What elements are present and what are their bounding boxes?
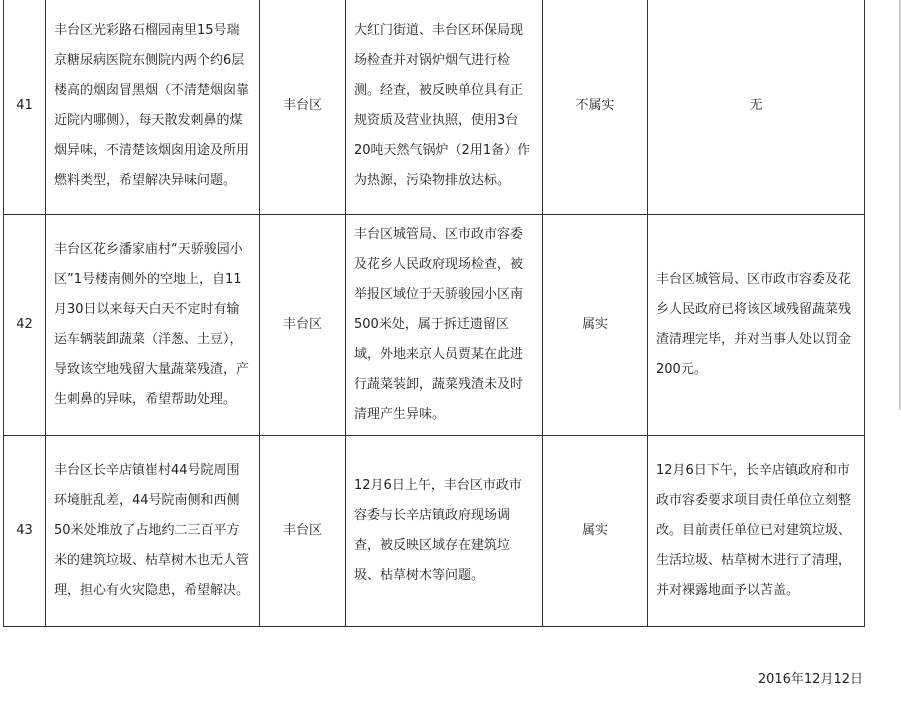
table-row: [4, 436, 865, 627]
investigation: [346, 215, 543, 436]
complaint-content: [46, 215, 260, 436]
investigation: [346, 436, 543, 627]
district: 丰台区: [260, 215, 346, 436]
row-number: 43: [4, 436, 46, 627]
complaint-content: [46, 0, 260, 215]
district: 丰台区: [260, 0, 346, 215]
handling-result: [648, 436, 865, 627]
complaint-content-text: 丰台区长辛店镇崔村44号院周围环境脏乱差，44号院南侧和西侧50米处堆放了占地约二三百平方米的建筑垃圾、枯草树木也无人管理，担心有火灾隐患，希望解决。: [54, 463, 250, 598]
document-date: 2016年12月12日: [757, 672, 863, 687]
handling-result-text: 无: [749, 97, 763, 113]
handling-result-text: 12月6日下午，长辛店镇政府和市政市容委要求项目责任单位立刻整改。目前责任单位已对建筑垃圾、生活垃圾、枯草树木进行了清理，并对裸露地面予以苫盖。: [656, 463, 852, 598]
complaint-table: [3, 0, 865, 627]
verification-status: 属实: [543, 436, 648, 627]
complaint-content-text: 丰台区光彩路石榴园南里15号瑞京糖尿病医院东侧院内两个约6层楼高的烟囱冒黑烟（不清楚烟囱靠近院内哪侧），每天散发刺鼻的煤烟异味，不清楚该烟囱用途及所用燃料类型，希望解决异味问题。: [54, 22, 250, 188]
row-number: 41: [4, 0, 46, 215]
investigation-text: 12月6日上午，丰台区市政市容委与长辛店镇政府现场调查，被反映区域存在建筑垃圾、枯草树木等问题。: [354, 478, 522, 583]
district: 丰台区: [260, 436, 346, 627]
complaint-content-text: 丰台区花乡潘家庙村“天骄骏园小区”1号楼南侧外的空地上，自11月30日以来每天白天不定时有输运车辆装卸蔬菜（洋葱、土豆），导致该空地残留大量蔬菜残渣，产生刺鼻的异味，希望帮助处理。: [54, 242, 250, 407]
investigation: [346, 0, 543, 215]
table-row: [4, 215, 865, 436]
handling-result-text: 丰台区城管局、区市政市容委及花乡人民政府已将该区域残留蔬菜残渣清理完毕，并对当事人处以罚金200元。: [656, 272, 852, 377]
row-number: 42: [4, 215, 46, 436]
investigation-text: 大红门街道、丰台区环保局现场检查并对锅炉烟气进行检测。经查，被反映单位具有正规资质及营业执照，使用3台20吨天然气锅炉（2用1备）作为热源，污染物排放达标。: [354, 22, 531, 188]
table-row: [4, 0, 865, 215]
verification-status: 属实: [543, 215, 648, 436]
verification-status: 不属实: [543, 0, 648, 215]
investigation-text: 丰台区城管局、区市政市容委及花乡人民政府现场检查，被举报区域位于天骄骏园小区南500米处，属于拆迁遗留区域，外地来京人员贾某在此进行蔬菜装卸，蔬菜残渣未及时清理产生异味。: [354, 227, 524, 422]
handling-result: [648, 0, 865, 215]
complaint-content: [46, 436, 260, 627]
handling-result: [648, 215, 865, 436]
